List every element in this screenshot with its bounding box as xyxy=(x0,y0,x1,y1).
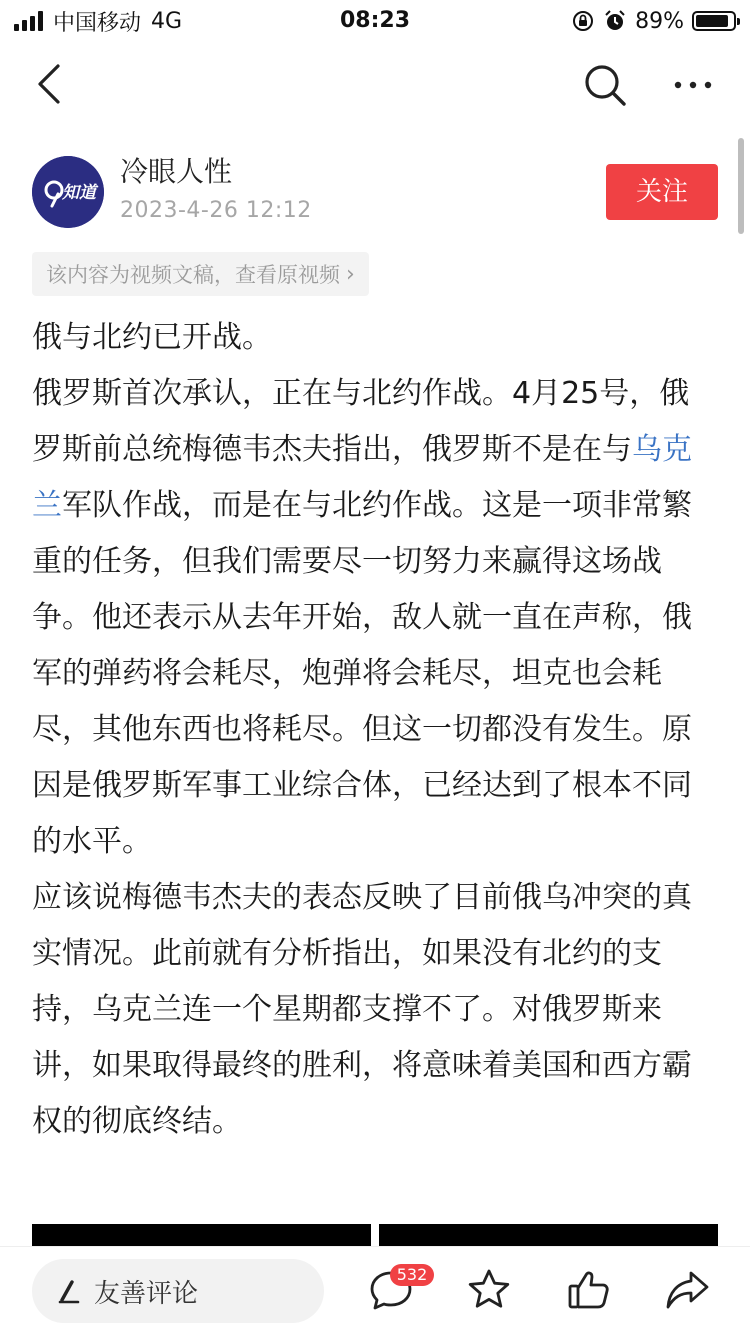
alarm-icon xyxy=(603,9,627,33)
share-icon[interactable] xyxy=(664,1267,710,1313)
carrier-label: 中国移动 xyxy=(53,10,142,36)
rotation-lock-icon xyxy=(571,9,595,33)
video-source-link[interactable] xyxy=(32,252,369,296)
more-icon[interactable] xyxy=(668,60,718,110)
scrollbar[interactable] xyxy=(738,138,744,234)
search-icon[interactable] xyxy=(580,60,630,110)
thumbs-up-icon[interactable] xyxy=(566,1267,612,1313)
article-text: 军队作战，而是在与北约作战。这是一项非常繁重的任务，但我们需要尽一切努力来赢得这场战争。他还表示从去年开始，敌人就一直在声称，俄军的弹药将会耗尽，炮弹将会耗尽，坦克也会耗尽，其他东西也将耗尽。但这一切都没有发生。原因是俄罗斯军事工业综合体，已经达到了根本不同的水平。 xyxy=(32,488,692,859)
bottom-action-bar xyxy=(0,1246,750,1335)
network-label: 4G xyxy=(151,8,183,34)
publish-date: 2023-4-26 12:12 xyxy=(120,198,312,223)
keyword-link-ukraine[interactable]: 乌克兰 xyxy=(32,432,692,523)
media-thumbnail[interactable] xyxy=(379,1224,718,1246)
pen-icon xyxy=(54,1276,84,1306)
article-paragraph-2 xyxy=(32,366,692,870)
battery-icon xyxy=(692,11,736,31)
battery-fill xyxy=(696,15,728,27)
article-paragraph-1: 俄与北约已开战。 xyxy=(32,320,272,355)
media-thumbnail[interactable] xyxy=(32,1224,371,1246)
avatar[interactable] xyxy=(32,156,104,228)
avatar-logo-icon xyxy=(32,156,104,228)
follow-button[interactable]: 关注 xyxy=(606,164,718,220)
status-bar-right xyxy=(571,6,736,36)
chevron-right-icon: › xyxy=(346,261,355,287)
article-body xyxy=(32,310,692,1150)
battery-percent: 89% xyxy=(635,8,684,34)
nav-bar xyxy=(0,42,750,128)
article-text: 俄罗斯首次承认，正在与北约作战。4月25号，俄罗斯前总统梅德韦杰夫指出，俄罗斯不是在与 xyxy=(32,376,690,467)
article-paragraph-3: 应该说梅德韦杰夫的表态反映了目前俄乌冲突的真实情况。此前就有分析指出，如果没有北约的支持，乌克兰连一个星期都支撑不了。对俄罗斯来讲，如果取得最终的胜利，将意味着美国和西方霸权的彻底终结。 xyxy=(32,880,692,1139)
author-name[interactable]: 冷眼人性 xyxy=(120,155,233,188)
comment-input[interactable] xyxy=(32,1259,324,1323)
comment-placeholder: 友善评论 xyxy=(94,1278,199,1309)
status-time: 08:23 xyxy=(339,8,411,33)
media-preview-row[interactable] xyxy=(32,1224,718,1246)
back-icon[interactable] xyxy=(28,60,76,108)
star-icon[interactable] xyxy=(466,1267,512,1313)
avatar-text: 知道 xyxy=(62,183,96,203)
status-bar xyxy=(0,0,750,42)
comment-count-badge: 532 xyxy=(390,1264,434,1286)
video-source-text: 该内容为视频文稿，查看原视频 xyxy=(46,263,340,287)
